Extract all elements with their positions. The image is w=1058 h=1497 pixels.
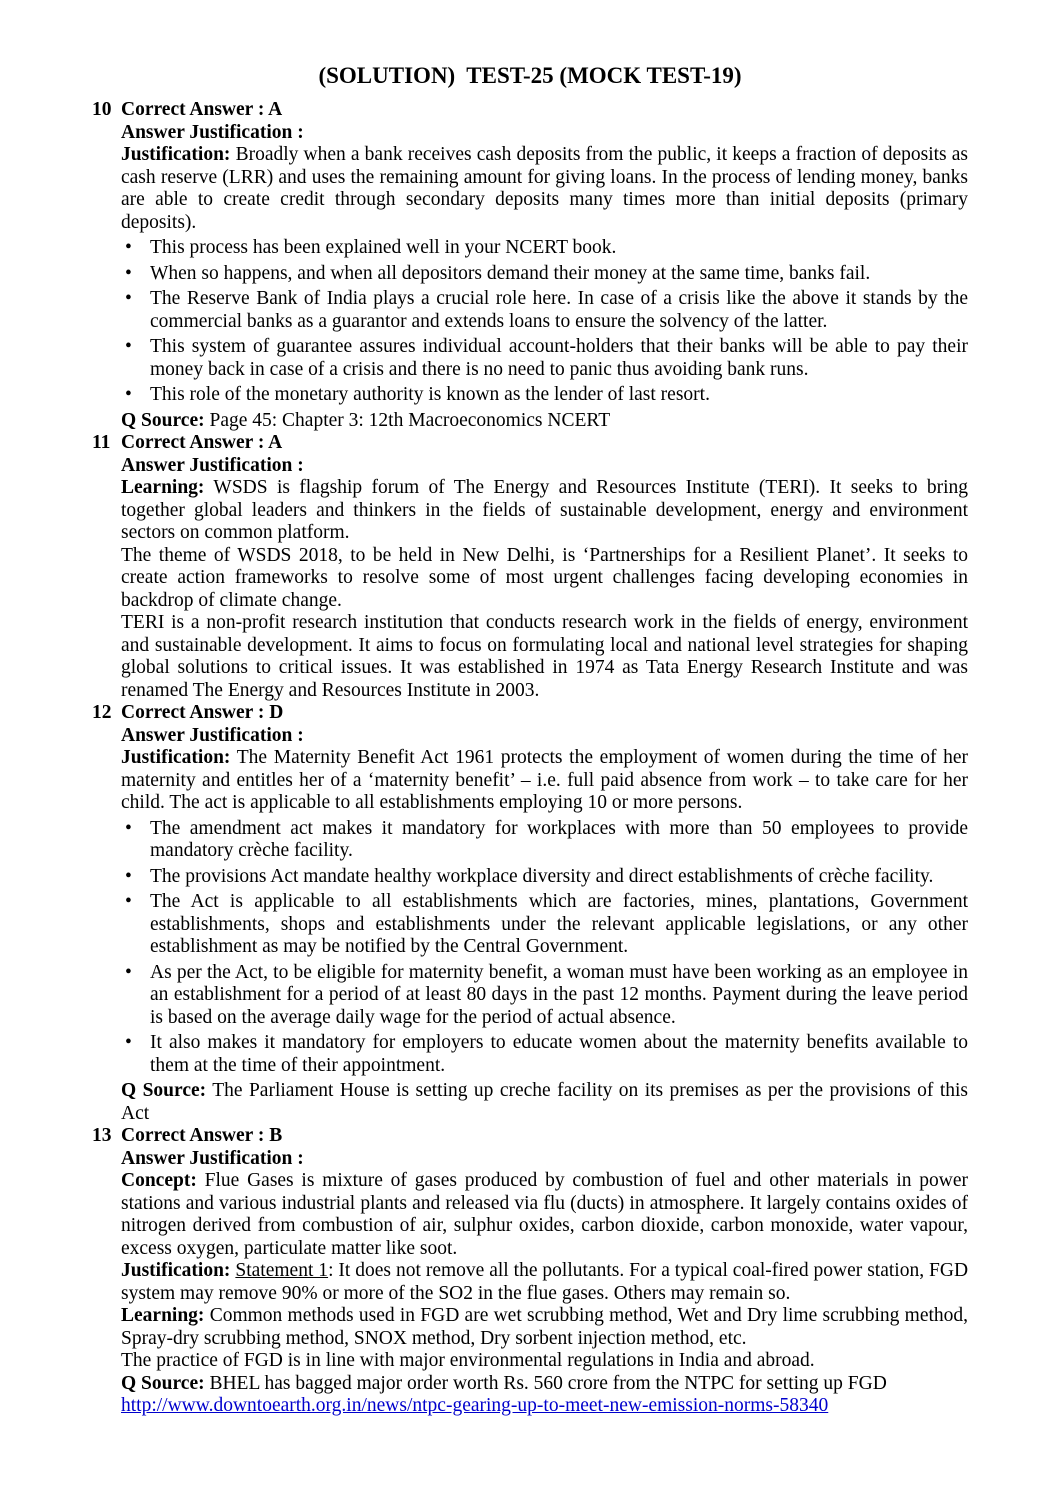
item-body (121, 702, 968, 1125)
source-link[interactable]: http://www.downtoearth.org.in/news/ntpc-gearing-up-to-meet-new-emission-norms-58340 (121, 1395, 829, 1416)
section-heading: Answer Justification : (121, 1147, 304, 1169)
paragraph-text: Common methods used in FGD are wet scrubbing method, Wet and Dry lime scrubbing method, Spray-dry scrubbing method, SNOX method, Dry sorbent injection method, etc. (121, 1305, 969, 1349)
paragraph-text: Broadly when a bank receives cash deposits from the public, it keeps a fraction of deposits as cash reserve (LRR) and uses the remaining amount for giving loans. In the process of lending money, banks are able to create credit through secondary deposits many times more than initial deposits (primary deposits). (121, 144, 969, 233)
solution-item (92, 702, 968, 1125)
underlined-text: Statement 1 (235, 1260, 329, 1281)
paragraph (121, 747, 968, 815)
item-number: 11 (92, 432, 111, 453)
paragraph-lead: Q Source: (121, 1080, 207, 1101)
paragraph-text: Flue Gases is mixture of gases produced by combustion of fuel and other materials in power stations and various industrial plants and released via flu (ducts) in atmosphere. It largely contains oxides of nitrogen derived from combustion of air, sulphur oxides, carbon dioxide, carbon monoxide, water vapour, excess oxygen, particulate matter like soot. (121, 1170, 969, 1259)
paragraph-lead: Justification: (121, 1260, 231, 1281)
paragraph (121, 1170, 968, 1260)
paragraph (121, 545, 968, 613)
paragraph-lead: Q Source: (121, 1372, 205, 1394)
item-number: 10 (92, 99, 112, 120)
paragraph (121, 612, 968, 702)
page-title: (SOLUTION) TEST-25 (MOCK TEST-19) (318, 63, 742, 88)
paragraph-text: The Parliament House is setting up creche facility on its premises as per the provisions of this Act (121, 1080, 969, 1124)
paragraph-text: The theme of WSDS 2018, to be held in New Delhi, is ‘Partnerships for a Resilient Planet’. It seeks to create action frameworks to resolve some of most urgent challenges facing developing economies in backdrop of climate change. (121, 544, 968, 611)
bullet-item: • This system of guarantee assures individual account-holders that their banks will be able to pay their money back in case of a crisis and there is no need to panic thus avoiding bank runs. (150, 336, 968, 381)
paragraph (121, 477, 968, 545)
bullet-item: • The Act is applicable to all establishments which are factories, mines, plantations, Government establishments, shops and establishments under the relevant applicable legislations, or any other establishment as may be notified by the Central Government. (150, 891, 968, 959)
solution-item (92, 432, 968, 702)
paragraph-text: : It does not remove all the pollutants. For a typical coal-fired power station, FGD system may remove 90% or more of the SO2 in the flue gases. Others may remain so. (121, 1260, 969, 1304)
bullet-list (121, 818, 968, 1078)
bullet-item: • The amendment act makes it mandatory for workplaces with more than 50 employees to provide mandatory crèche facility. (150, 818, 968, 863)
paragraph-text: TERI is a non-profit research institution that conducts research work in the fields of energy, environment and sustainable development. It aims to focus on formulating local and national level strategies for shaping global solutions to critical issues. It was established in 1974 as Tata Energy Research Institute and was renamed The Energy and Resources Institute in 2003. (121, 612, 968, 701)
item-number: 13 (92, 1125, 112, 1146)
section-heading: Correct Answer : A (121, 432, 283, 453)
item-body (121, 432, 968, 702)
paragraph-text: The practice of FGD is in line with major environmental regulations in India and abroad. (121, 1350, 815, 1371)
section-heading: Correct Answer : B (121, 1125, 283, 1146)
item-number: 12 (92, 702, 112, 723)
paragraph-lead: Q Source: (121, 409, 205, 431)
paragraph (121, 1080, 968, 1125)
paragraph (121, 1305, 968, 1350)
bullet-item: • It also makes it mandatory for employers to educate women about the maternity benefits available to them at the time of their appointment. (150, 1032, 968, 1077)
source-link-line (121, 1395, 968, 1418)
paragraph (121, 1373, 968, 1396)
paragraph (121, 144, 968, 234)
paragraph-text: The Maternity Benefit Act 1961 protects the employment of women during the time of her maternity and entitles her of a ‘maternity benefit’ – i.e. full paid absence from work – to take care for her child. The act is applicable to all establishments employing 10 or more persons. (121, 747, 968, 813)
section-heading: Correct Answer : A (121, 99, 283, 120)
solution-items (92, 99, 968, 1418)
paragraph-lead: Justification: (121, 747, 231, 768)
section-heading: Correct Answer : D (121, 702, 284, 723)
paragraph-lead: Concept: (121, 1170, 197, 1191)
section-heading: Answer Justification : (121, 454, 304, 476)
paragraph-text: Page 45: Chapter 3: 12th Macroeconomics NCERT (209, 409, 611, 431)
paragraph (121, 1350, 968, 1373)
paragraph-lead: Learning: (121, 477, 205, 498)
paragraph-text: BHEL has bagged major order worth Rs. 560 crore from the NTPC for setting up FGD (209, 1372, 887, 1394)
item-body (121, 1125, 968, 1418)
solution-item (92, 1125, 968, 1418)
bullet-item: • This process has been explained well in your NCERT book. (150, 237, 968, 260)
paragraph (121, 410, 968, 433)
bullet-item: • The Reserve Bank of India plays a crucial role here. In case of a crisis like the above it stands by the commercial banks as a guarantor and extends loans to ensure the solvency of the latter. (150, 288, 968, 333)
paragraph-lead: Justification: (121, 144, 231, 165)
paragraph-text: WSDS is flagship forum of The Energy and Resources Institute (TERI). It seeks to bring together global leaders and thinkers in the fields of sustainable development, energy and environment sectors on common platform. (121, 477, 968, 543)
bullet-item: • When so happens, and when all depositors demand their money at the same time, banks fail. (150, 263, 968, 286)
item-body (121, 99, 968, 432)
bullet-item: • As per the Act, to be eligible for maternity benefit, a woman must have been working as an employee in an establishment for a period of at least 80 days in the past 12 months. Payment during the leave period is based on the average daily wage for the period of actual absence. (150, 962, 968, 1030)
paragraph-lead: Learning: (121, 1305, 205, 1326)
paragraph (121, 1260, 968, 1305)
bullet-item: • The provisions Act mandate healthy workplace diversity and direct establishments of crèche facility. (150, 866, 968, 889)
bullet-item: • This role of the monetary authority is known as the lender of last resort. (150, 384, 968, 407)
section-heading: Answer Justification : (121, 121, 304, 143)
section-heading: Answer Justification : (121, 724, 304, 746)
solution-item (92, 99, 968, 432)
bullet-list (121, 237, 968, 407)
